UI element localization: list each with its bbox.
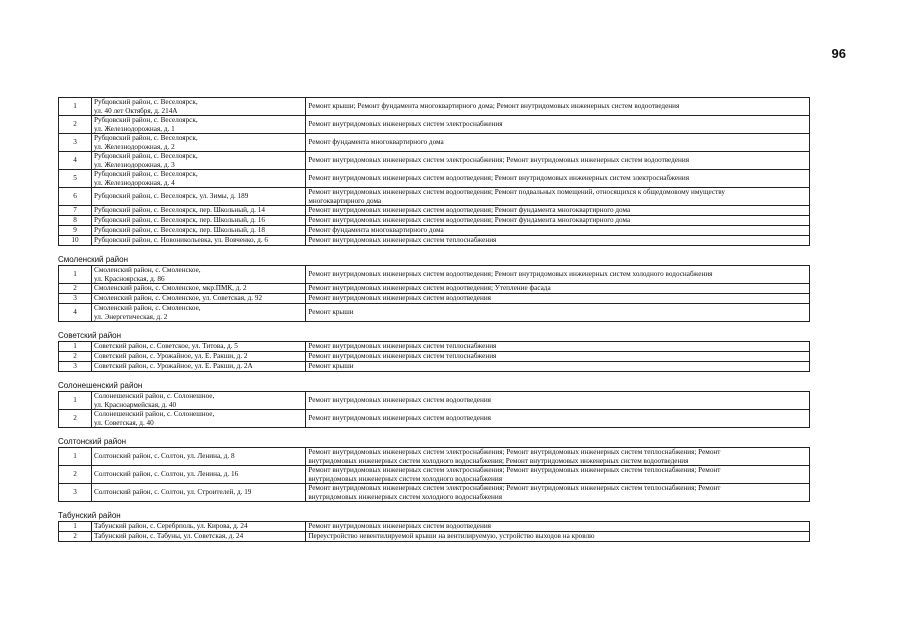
address-line: Солтонский район, с. Солтон, ул. Ленина, д. 16 [94, 470, 239, 479]
works-cell [306, 342, 810, 352]
address-line: Советский район, с. Советское, ул. Титова, д. 5 [94, 342, 238, 351]
table-row [59, 116, 810, 134]
row-number: 7 [59, 206, 92, 216]
works-line: Ремонт внутридомовых инженерных систем водоотведения; Ремонт внутридомовых инженерных систем холодного водоснабжения [308, 270, 713, 279]
works-cell [306, 484, 810, 502]
address-line: Рубцовский район, с. Веселоярск, пер. Школьный, д. 18 [94, 226, 265, 235]
works-line: Ремонт внутридомовых инженерных систем электроснабжения; Ремонт внутридомовых инженерных систем теплоснабжения; Ремонт [308, 466, 721, 475]
works-line: внутридомовых инженерных систем холодного водоснабжения [308, 492, 503, 501]
works-line: Ремонт внутридомовых инженерных систем электроснабжения [308, 120, 503, 129]
address-cell [92, 522, 306, 532]
address-cell [92, 226, 306, 236]
address-line: Солонешенский район, с. Солонешное, [94, 392, 215, 401]
works-cell [306, 134, 810, 152]
address-line: ул. Красноармейская, д. 40 [94, 400, 177, 409]
row-number: 3 [59, 362, 92, 372]
address-cell [92, 448, 306, 466]
address-line: ул. Железнодорожная, д. 4 [94, 178, 175, 187]
address-line: Рубцовский район, с. Веселоярск, [94, 116, 198, 125]
address-line: Смоленский район, с. Смоленское, [94, 304, 201, 313]
row-number: 1 [59, 392, 92, 410]
works-cell [306, 466, 810, 484]
address-line: ул. Энергетическая, д. 2 [94, 312, 168, 321]
address-line: Рубцовский район, с. Веселоярск, [94, 170, 198, 179]
address-cell [92, 466, 306, 484]
table-row [59, 352, 810, 362]
address-cell [92, 284, 306, 294]
works-table [58, 97, 810, 246]
address-line: Смоленский район, с. Смоленское, [94, 266, 201, 275]
address-cell [92, 188, 306, 206]
address-line: Смоленский район, с. Смоленское, ул. Советская, д. 92 [94, 294, 263, 303]
works-cell [306, 236, 810, 246]
address-cell [92, 152, 306, 170]
address-cell [92, 342, 306, 352]
works-line: Ремонт внутридомовых инженерных систем водоотведения; Ремонт фундамента многоквартирного дома [308, 206, 631, 215]
district-heading: Солтонский район [58, 437, 127, 446]
district-heading: Советский район [58, 331, 122, 340]
row-number: 1 [59, 448, 92, 466]
address-line: ул. Советская, д. 40 [94, 418, 154, 427]
table-row [59, 294, 810, 304]
works-line: Ремонт внутридомовых инженерных систем теплоснабжения [308, 342, 497, 351]
works-line: Ремонт внутридомовых инженерных систем теплоснабжения [308, 236, 497, 245]
table-row [59, 304, 810, 322]
works-table [58, 447, 810, 502]
row-number: 3 [59, 134, 92, 152]
address-line: Солтонский район, с. Солтон, ул. Строителей, д. 19 [94, 488, 252, 497]
works-line: Ремонт внутридомовых инженерных систем электроснабжения; Ремонт внутридомовых инженерных систем теплоснабжения; Ремонт [308, 448, 721, 457]
address-cell [92, 532, 306, 542]
works-cell [306, 448, 810, 466]
table-row [59, 448, 810, 466]
works-line: Ремонт крыши; Ремонт фундамента многоквартирного дома; Ремонт внутридомовых инженерных систем водоотведения [308, 102, 680, 111]
works-table [58, 341, 810, 372]
works-cell [306, 152, 810, 170]
address-cell [92, 484, 306, 502]
works-table [58, 391, 810, 428]
row-number: 2 [59, 532, 92, 542]
row-number: 3 [59, 484, 92, 502]
row-number: 1 [59, 266, 92, 284]
address-line: Табунский район, с. Серебрполь, ул. Кирова, д. 24 [94, 522, 248, 531]
works-cell [306, 226, 810, 236]
address-line: ул. Красноярская, д. 86 [94, 274, 165, 283]
address-line: Советский район, с. Урожайное, ул. Е. Ракши, д. 2А [94, 362, 253, 371]
row-number: 2 [59, 284, 92, 294]
address-cell [92, 362, 306, 372]
address-line: Рубцовский район, с. Новоникольевка, ул. Вовченко, д. 6 [94, 236, 269, 245]
works-cell [306, 284, 810, 294]
address-cell [92, 216, 306, 226]
address-line: Табунский район, с. Табуны, ул. Советская, д. 24 [94, 532, 244, 541]
table-row [59, 226, 810, 236]
table-row [59, 342, 810, 352]
district-heading: Смоленский район [58, 255, 128, 264]
table-row [59, 216, 810, 226]
works-cell [306, 170, 810, 188]
works-cell [306, 352, 810, 362]
address-cell [92, 410, 306, 428]
works-line: внутридомовых инженерных систем холодного водоснабжения; Ремонт внутридомовых инженерных систем водоотведения [308, 456, 689, 465]
row-number: 1 [59, 522, 92, 532]
row-number: 2 [59, 410, 92, 428]
address-cell [92, 134, 306, 152]
table-row [59, 170, 810, 188]
address-cell [92, 294, 306, 304]
table-row [59, 134, 810, 152]
works-cell [306, 362, 810, 372]
table-row [59, 532, 810, 542]
address-line: ул. Железнодорожная, д. 3 [94, 160, 175, 169]
works-line: Ремонт внутридомовых инженерных систем электроснабжения; Ремонт внутридомовых инженерных систем водоотведения [308, 156, 689, 165]
row-number: 6 [59, 188, 92, 206]
works-cell [306, 392, 810, 410]
works-table [58, 521, 810, 542]
works-line: Ремонт внутридомовых инженерных систем водоотведения [308, 522, 491, 531]
row-number: 10 [59, 236, 92, 246]
works-line: многоквартирного дома [308, 196, 382, 205]
works-line: Ремонт внутридомовых инженерных систем водоотведения [308, 396, 491, 405]
works-cell [306, 294, 810, 304]
table-row [59, 284, 810, 294]
row-number: 9 [59, 226, 92, 236]
address-cell [92, 266, 306, 284]
row-number: 8 [59, 216, 92, 226]
address-cell [92, 206, 306, 216]
works-line: Ремонт внутридомовых инженерных систем водоотведения; Ремонт фундамента многоквартирного дома [308, 216, 631, 225]
row-number: 2 [59, 116, 92, 134]
works-cell [306, 116, 810, 134]
works-cell [306, 98, 810, 116]
table-row [59, 206, 810, 216]
address-line: Солонешенский район, с. Солонешное, [94, 410, 215, 419]
works-cell [306, 410, 810, 428]
table-row [59, 266, 810, 284]
works-line: Ремонт внутридомовых инженерных систем водоотведения; Утепление фасада [308, 284, 551, 293]
works-cell [306, 216, 810, 226]
row-number: 5 [59, 170, 92, 188]
table-row [59, 236, 810, 246]
works-line: Ремонт внутридомовых инженерных систем теплоснабжения [308, 352, 497, 361]
works-line: Переустройство невентилируемой крыши на вентилируемую, устройство выходов на кровлю [308, 532, 595, 541]
works-table [58, 265, 810, 322]
address-line: Рубцовский район, с. Веселоярск, ул. Зимы, д. 189 [94, 192, 249, 201]
address-cell [92, 116, 306, 134]
table-row [59, 152, 810, 170]
address-cell [92, 236, 306, 246]
address-cell [92, 98, 306, 116]
table-row [59, 466, 810, 484]
address-cell [92, 352, 306, 362]
address-line: Рубцовский район, с. Веселоярск, пер. Школьный, д. 14 [94, 206, 265, 215]
row-number: 4 [59, 304, 92, 322]
address-line: Советский район, с. Урожайное, ул. Е. Ракши, д. 2 [94, 352, 248, 361]
address-line: Рубцовский район, с. Веселоярск, [94, 98, 198, 107]
works-cell [306, 532, 810, 542]
works-cell [306, 206, 810, 216]
table-row [59, 392, 810, 410]
address-line: ул. 40 лет Октября, д. 214А [94, 106, 178, 115]
row-number: 3 [59, 294, 92, 304]
table-row [59, 188, 810, 206]
works-line: внутридомовых инженерных систем холодного водоснабжения [308, 474, 503, 483]
address-cell [92, 170, 306, 188]
address-line: Рубцовский район, с. Веселоярск, [94, 152, 198, 161]
document-body [58, 97, 810, 542]
table-row [59, 410, 810, 428]
works-line: Ремонт крыши [308, 308, 354, 317]
works-line: Ремонт внутридомовых инженерных систем водоотведения; Ремонт подвальных помещений, относящихся к общедомовому имуществу [308, 188, 726, 197]
works-cell [306, 522, 810, 532]
works-line: Ремонт внутридомовых инженерных систем водоотведения [308, 414, 491, 423]
table-row [59, 522, 810, 532]
works-cell [306, 266, 810, 284]
works-line: Ремонт внутридомовых инженерных систем водоотведения; Ремонт внутридомовых инженерных систем электроснабжения [308, 174, 689, 183]
row-number: 1 [59, 342, 92, 352]
works-line: Ремонт фундамента многоквартирного дома [308, 226, 444, 235]
address-cell [92, 304, 306, 322]
address-line: Рубцовский район, с. Веселоярск, пер. Школьный, д. 16 [94, 216, 265, 225]
page-number: 96 [831, 46, 846, 61]
address-line: ул. Железнодорожная, д. 2 [94, 142, 175, 151]
district-heading: Табунский район [58, 511, 121, 520]
works-line: Ремонт крыши [308, 362, 354, 371]
address-line: ул. Железнодорожная, д. 1 [94, 124, 175, 133]
address-cell [92, 392, 306, 410]
row-number: 2 [59, 466, 92, 484]
address-line: Смоленский район, с. Смоленское, мкр.ПМК, д. 2 [94, 284, 247, 293]
row-number: 2 [59, 352, 92, 362]
table-row [59, 484, 810, 502]
works-line: Ремонт фундамента многоквартирного дома [308, 138, 444, 147]
table-row [59, 98, 810, 116]
works-line: Ремонт внутридомовых инженерных систем водоотведения [308, 294, 491, 303]
works-cell [306, 304, 810, 322]
table-row [59, 362, 810, 372]
row-number: 1 [59, 98, 92, 116]
address-line: Солтонский район, с. Солтон, ул. Ленина, д. 8 [94, 452, 235, 461]
address-line: Рубцовский район, с. Веселоярск, [94, 134, 198, 143]
district-heading: Солонешенский район [58, 381, 143, 390]
row-number: 4 [59, 152, 92, 170]
works-cell [306, 188, 810, 206]
works-line: Ремонт внутридомовых инженерных систем электроснабжения; Ремонт внутридомовых инженерных систем теплоснабжения; Ремонт [308, 484, 721, 493]
